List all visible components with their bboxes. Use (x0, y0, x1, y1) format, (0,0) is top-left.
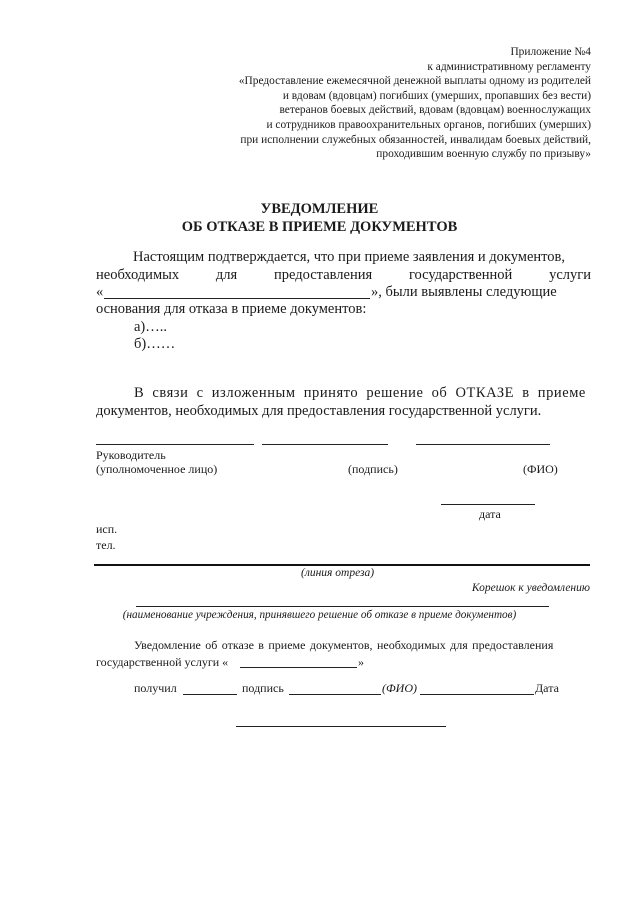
paragraph2-line2: документов, необходимых для предоставления государственной услуги. (96, 403, 542, 419)
received-blank-line (183, 694, 237, 695)
signature-blank-line (262, 444, 388, 445)
stub-signature-label: подпись (242, 681, 284, 695)
word: государственной (408, 267, 513, 283)
quote-open: « (96, 284, 104, 300)
head-blank-line (96, 444, 254, 445)
fio-blank-line (416, 444, 550, 445)
cut-line (94, 564, 590, 566)
head-label: Руководитель (96, 448, 166, 462)
appendix-title: Приложение №4 (510, 46, 591, 58)
stub-date-label: Дата (535, 681, 559, 695)
document-title-line2: ОБ ОТКАЗЕ В ПРИЕМЕ ДОКУМЕНТОВ (181, 219, 458, 235)
received-label: получил (134, 681, 177, 695)
executor-label: исп. (96, 522, 118, 536)
paragraph1-line4: основания для отказа в приеме документов: (96, 301, 367, 317)
appendix-line: проходившим военную службу по призыву» (376, 148, 591, 161)
appendix-line: ветеранов боевых действий, вдовам (вдовцам) военнослужащих (279, 104, 591, 117)
cut-line-label: (линия отреза) (301, 567, 375, 579)
reason-item-a: а)….. (134, 319, 168, 335)
stub-notice-line2-prefix: государственной услуги « (96, 655, 229, 669)
phone-label: тел. (96, 538, 116, 552)
word: услуги (549, 267, 591, 283)
fio-label: (ФИО) (523, 462, 558, 476)
appendix-line: и сотрудников правоохранительных органов, погибших (умерших) (266, 118, 591, 131)
word: необходимых (96, 267, 180, 283)
appendix-line: и вдовам (вдовцам) погибших (умерших, пропавших без вести) (282, 89, 591, 102)
paragraph2-line1 (134, 385, 591, 402)
word: предоставления (274, 267, 373, 283)
date-blank-line (441, 504, 535, 505)
paragraph1-line2 (96, 267, 591, 284)
stub-label: Корешок к уведомлению (471, 582, 590, 594)
appendix-line: к административному регламенту (427, 60, 591, 73)
authorized-person-label: (уполномоченное лицо) (96, 462, 218, 476)
stub-fio-label: (ФИО) (382, 681, 417, 695)
reason-item-b: б)…… (134, 336, 176, 352)
stub-service-blank-line (240, 667, 357, 668)
date-label: дата (479, 507, 501, 521)
service-name-blank-line (104, 298, 370, 299)
signature-label: (подпись) (348, 462, 398, 476)
appendix-line: «Предоставление ежемесячной денежной выплаты одному из родителей (238, 75, 591, 88)
stub-notice-line2-suffix: » (358, 655, 364, 669)
document-title-line1: УВЕДОМЛЕНИЕ (260, 201, 379, 217)
appendix-line: при исполнении служебных обязанностей, инвалидам боевых действий, (240, 133, 591, 146)
bottom-divider-line (236, 726, 446, 727)
appendix-header (239, 45, 591, 162)
quote-close-text: », были выявлены следующие (371, 284, 557, 300)
institution-blank-line (136, 606, 549, 607)
word: для (215, 267, 238, 283)
institution-label: (наименование учреждения, принявшего решение об отказе в приеме документов) (122, 609, 517, 621)
paragraph1-line1: Настоящим подтверждается, что при приеме заявления и документов, (133, 249, 566, 265)
stub-notice-line1: Уведомление об отказе в приеме документов, необходимых для предоставления (134, 638, 554, 652)
paragraph2-line1-text: В связи с изложенным принято решение об ОТКАЗЕ в приеме (134, 385, 586, 401)
stub-fio-blank-line (420, 694, 534, 695)
stub-signature-blank-line (289, 694, 381, 695)
